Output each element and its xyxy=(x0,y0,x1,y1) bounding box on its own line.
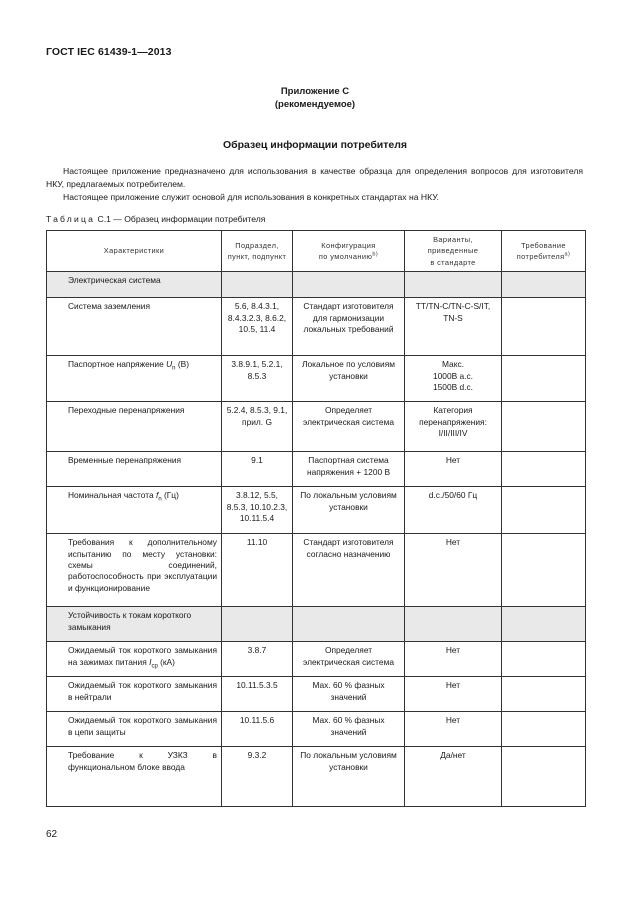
cell-variants: Макс. 1000В a.c. 1500В d.c. xyxy=(405,356,502,402)
cell-variants: Категория перенапряжения: I/II/III/IV xyxy=(405,402,502,452)
cell-variants: Нет xyxy=(405,712,502,747)
header-characteristics: Характеристики xyxy=(47,231,222,272)
table-caption-text: С.1 — Образец информации потребителя xyxy=(97,214,266,224)
cell-characteristic: Переходные перенапряжения xyxy=(47,402,222,452)
cell-default: По локальным условиям установки xyxy=(293,747,405,807)
cell-requirement xyxy=(502,534,586,607)
cell-section: 10.11.5.3.5 xyxy=(222,677,293,712)
cell-section: 9.3.2 xyxy=(222,747,293,807)
cell-default: Паспортная система напряжения + 1200 В xyxy=(293,452,405,487)
cell-characteristic: Требования к дополнительному испытанию по месту установки: схемы соединений, работоспособность при эксплуатации и функционирование xyxy=(47,534,222,607)
cell-variants: TT/TN-C/TN-C-S/IT, TN-S xyxy=(405,298,502,356)
section-electrical-system: Электрическая система xyxy=(47,272,222,298)
table-row xyxy=(47,356,586,402)
table-row xyxy=(47,298,586,356)
cell-default: Мах. 60 % фазных значений xyxy=(293,712,405,747)
intro-paragraph: Настоящее приложение предназначено для использования в качестве образца для определения вопросов для изготовителя НКУ, предлагаемых потребителем. xyxy=(46,166,583,189)
table-row xyxy=(47,677,586,712)
basis-paragraph: Настоящее приложение служит основой для использования в конкретных стандартах на НКУ. xyxy=(63,192,439,202)
cell-section: 10.11.5.6 xyxy=(222,712,293,747)
cell-requirement xyxy=(502,402,586,452)
cell-default: По локальным условиям установки xyxy=(293,487,405,534)
table-row xyxy=(47,607,586,642)
cell-variants: Нет xyxy=(405,452,502,487)
appendix-status: (рекомендуемое) xyxy=(274,99,356,110)
cell-characteristic: Ожидаемый ток короткого замыкания в нейтрали xyxy=(47,677,222,712)
section-short-circuit: Устойчивость к токам короткого замыкания xyxy=(47,607,222,642)
cell-variants: Нет xyxy=(405,642,502,677)
cell-default: Стандарт изготовителя согласно назначению xyxy=(293,534,405,607)
cell-variants: Да/нет xyxy=(405,747,502,807)
table-row xyxy=(47,452,586,487)
cell-variants: d.c./50/60 Гц xyxy=(405,487,502,534)
cell-requirement xyxy=(502,452,586,487)
cell-default: Определяет электрическая система xyxy=(293,642,405,677)
cell-section: 3.8.7 xyxy=(222,642,293,677)
cell-requirement xyxy=(502,747,586,807)
cell-requirement xyxy=(502,677,586,712)
cell-characteristic: Ожидаемый ток короткого замыкания в цепи защиты xyxy=(47,712,222,747)
table-row xyxy=(47,487,586,534)
cell-default: Мах. 60 % фазных значений xyxy=(293,677,405,712)
table-header-row xyxy=(47,231,586,272)
cell-section: 9.1 xyxy=(222,452,293,487)
header-variants: Варианты, приведенные в стандарте xyxy=(405,231,502,272)
cell-characteristic: Ожидаемый ток короткого замыкания на зажимах питания $I_{cp}$ (кА) xyxy=(47,642,222,677)
header-section: Подраздел, пункт, подпункт xyxy=(222,231,293,272)
cell-variants: Нет xyxy=(405,534,502,607)
page-heading: Образец информации потребителя xyxy=(222,139,408,151)
cell-characteristic: Номинальная частота $f_n$ (Гц) xyxy=(47,487,222,534)
cell-section: 11.10 xyxy=(222,534,293,607)
cell-characteristic: Паспортное напряжение $U_n$ (В) xyxy=(47,356,222,402)
cell-default: Стандарт изготовителя для гармонизации локальных требований xyxy=(293,298,405,356)
table-caption-prefix: Таблица xyxy=(46,214,96,224)
table-row xyxy=(47,642,586,677)
cell-characteristic: Система заземления xyxy=(47,298,222,356)
standard-id: ГОСТ IEC 61439-1—2013 xyxy=(46,46,172,58)
cell-requirement xyxy=(502,487,586,534)
consumer-info-table xyxy=(46,230,586,807)
table-caption xyxy=(46,214,265,224)
cell-section: 3.8.12, 5.5, 8.5.3, 10.10.2.3, 10.11.5.4 xyxy=(222,487,293,534)
table-row xyxy=(47,747,586,807)
cell-requirement xyxy=(502,642,586,677)
table-row xyxy=(47,712,586,747)
table-row xyxy=(47,272,586,298)
cell-requirement xyxy=(502,712,586,747)
cell-section: 5.2.4, 8.5.3, 9.1, прил. G xyxy=(222,402,293,452)
cell-requirement xyxy=(502,298,586,356)
cell-default: Локальное по условиям установки xyxy=(293,356,405,402)
header-default-config: Конфигурация по умолчанию$^{b)}$ xyxy=(293,231,405,272)
appendix-title: Приложение С xyxy=(280,86,350,97)
header-requirement: Требование потребителя$^{a)}$ xyxy=(502,231,586,272)
cell-section: 5.6, 8.4.3.1, 8.4.3.2.3, 8.6.2, 10.5, 11.4 xyxy=(222,298,293,356)
table-row xyxy=(47,402,586,452)
cell-variants: Нет xyxy=(405,677,502,712)
cell-characteristic: Требование к УЗКЗ в функциональном блоке ввода xyxy=(47,747,222,807)
cell-default: Определяет электрическая система xyxy=(293,402,405,452)
page-number: 62 xyxy=(46,829,58,840)
cell-requirement xyxy=(502,356,586,402)
table-row xyxy=(47,534,586,607)
cell-section: 3.8.9.1, 5.2.1, 8.5.3 xyxy=(222,356,293,402)
cell-characteristic: Временные перенапряжения xyxy=(47,452,222,487)
